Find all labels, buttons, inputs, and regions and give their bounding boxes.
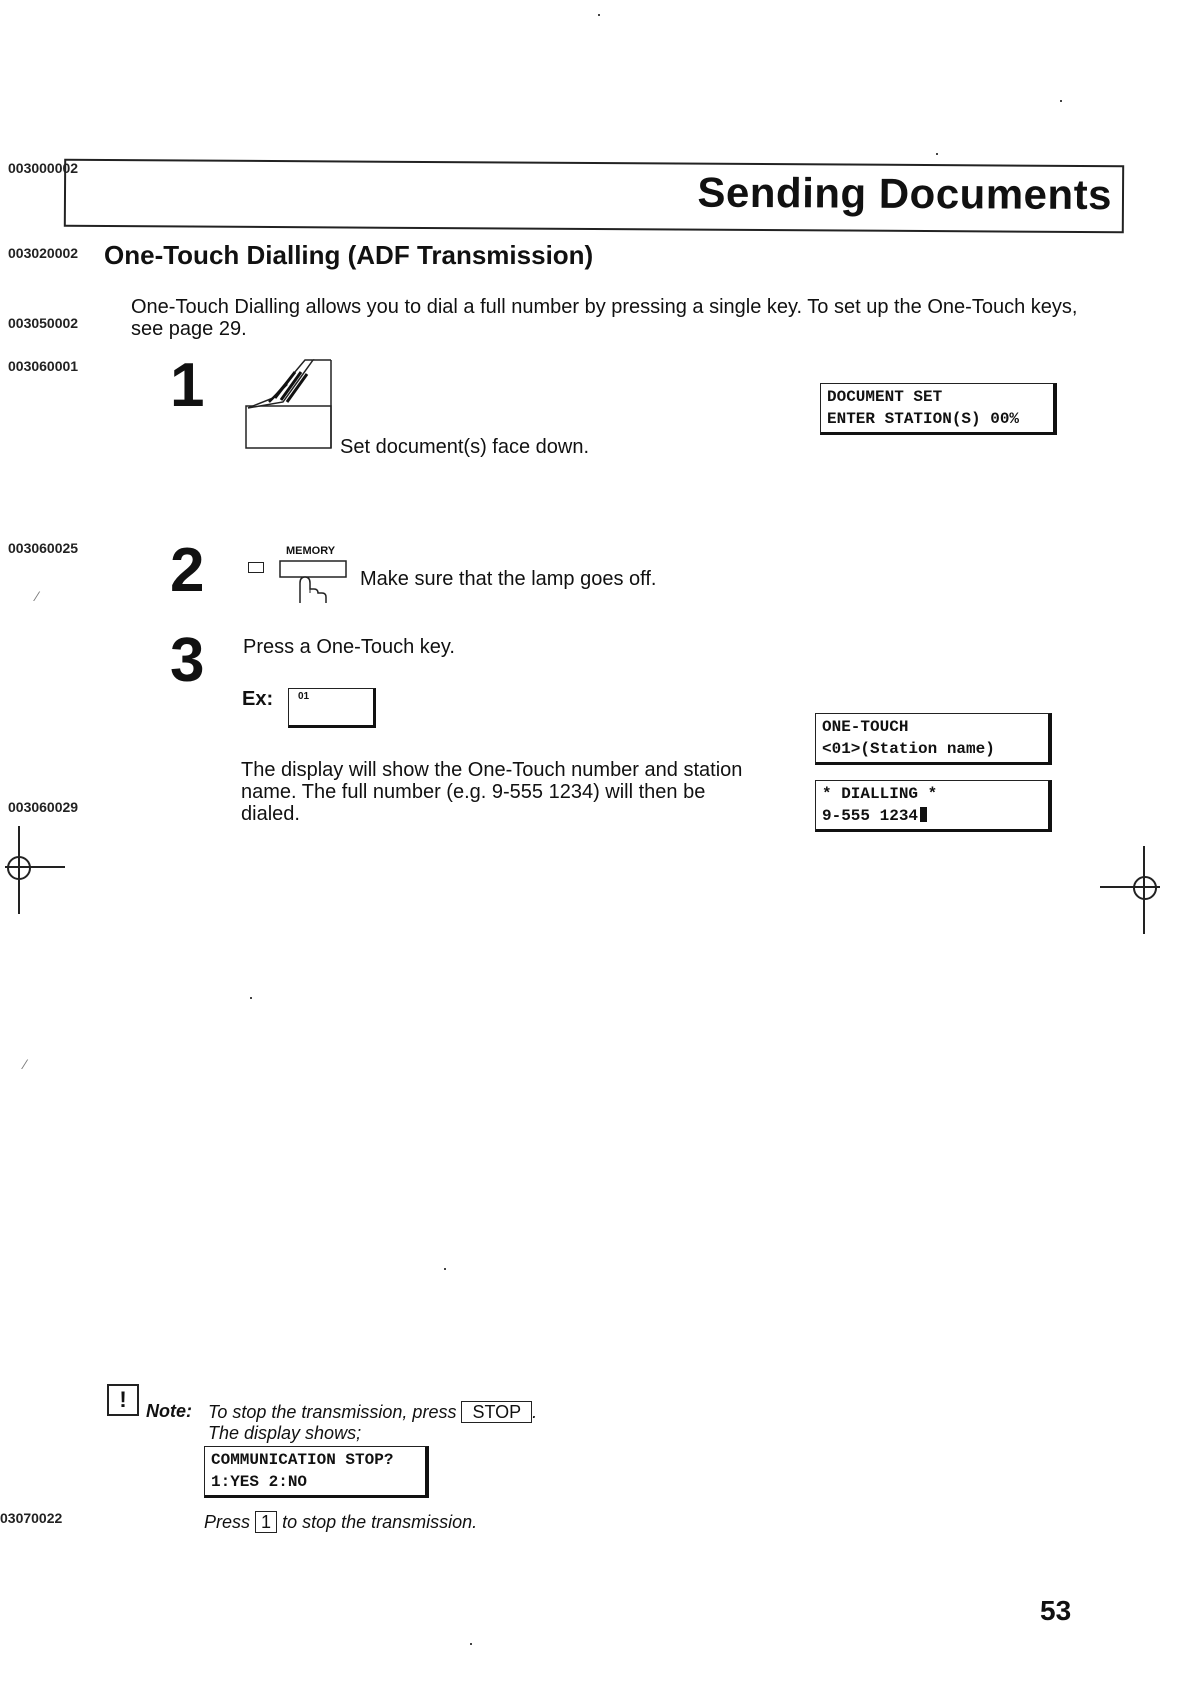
- doc-code: 003050002: [8, 315, 79, 331]
- lcd-line: COMMUNICATION STOP?: [211, 1451, 394, 1469]
- cursor-block-icon: [920, 807, 927, 822]
- page-number: 53: [1040, 1595, 1072, 1626]
- doc-code: 03070022: [0, 1510, 63, 1526]
- lamp-icon: [248, 562, 264, 573]
- doc-code: 003000002: [8, 160, 79, 176]
- note-text: Press: [204, 1512, 251, 1532]
- lcd-line: * DIALLING *: [822, 785, 938, 803]
- lcd-line: ONE-TOUCH: [822, 718, 909, 736]
- step1-text: Set document(s) face down.: [340, 436, 590, 458]
- scan-speck: [250, 997, 252, 999]
- lcd-line: [822, 805, 1042, 827]
- key-1: 1: [255, 1511, 277, 1533]
- scan-speck: [1060, 100, 1062, 102]
- doc-code: 003020002: [8, 245, 79, 261]
- desc-line: name. The full number (e.g. 9-555 1234) will then be: [241, 781, 706, 803]
- one-touch-key-icon: [288, 688, 376, 728]
- lcd-line: ENTER STATION(S) 00%: [827, 410, 1020, 428]
- memory-key-label: MEMORY: [286, 545, 336, 557]
- note-line-3: [204, 1511, 477, 1533]
- lcd-display: [815, 780, 1052, 832]
- scan-speck: [598, 14, 600, 16]
- scan-speck: ⁄: [36, 588, 39, 604]
- intro-line-1: One-Touch Dialling allows you to dial a full number by pressing a single key. To set up the One-Touch keys,: [131, 296, 1078, 318]
- note-line-1: [208, 1401, 537, 1423]
- step-number: 3: [170, 626, 205, 695]
- step3-text: Press a One-Touch key.: [243, 636, 455, 658]
- note-text: To stop the transmission, press: [208, 1402, 457, 1422]
- lcd-line: DOCUMENT SET: [827, 388, 943, 406]
- step2-text: Make sure that the lamp goes off.: [360, 568, 657, 590]
- example-label: Ex:: [242, 688, 274, 710]
- scan-speck: [444, 1268, 446, 1270]
- note-line-2: The display shows;: [208, 1423, 362, 1443]
- stop-key: STOP: [461, 1401, 532, 1423]
- lcd-text: 9-555 1234: [822, 807, 919, 825]
- doc-code: 003060025: [8, 540, 79, 556]
- note-text: .: [532, 1402, 538, 1422]
- step3-description: [241, 759, 761, 825]
- page-title: Sending Documents: [697, 168, 1113, 219]
- lcd-line: 1:YES 2:NO: [211, 1473, 308, 1491]
- lcd-line: <01>(Station name): [822, 740, 995, 758]
- lcd-display: [204, 1446, 429, 1498]
- memory-key-icon: [278, 559, 350, 605]
- scan-speck: [470, 1643, 472, 1645]
- desc-line: dialed.: [241, 803, 300, 825]
- scan-speck: [936, 153, 938, 155]
- lcd-display: [820, 383, 1057, 435]
- header-box: [64, 159, 1124, 233]
- intro-paragraph: [131, 296, 1131, 340]
- step-number: 2: [170, 536, 205, 605]
- note-text: to stop the transmission.: [282, 1512, 478, 1532]
- step-number: 1: [170, 351, 205, 420]
- intro-line-2: see page 29.: [131, 318, 247, 340]
- note-label: Note:: [146, 1401, 192, 1421]
- one-touch-key-number: 01: [298, 691, 310, 702]
- desc-line: The display will show the One-Touch number and station: [241, 759, 743, 781]
- doc-code: 003060001: [8, 358, 79, 374]
- doc-code: 003060029: [8, 799, 79, 815]
- section-title: One-Touch Dialling (ADF Transmission): [104, 240, 594, 270]
- lcd-display: [815, 713, 1052, 765]
- scan-speck: ⁄: [24, 1056, 27, 1072]
- document-feed-icon: [243, 358, 335, 450]
- note-icon: !: [107, 1384, 139, 1416]
